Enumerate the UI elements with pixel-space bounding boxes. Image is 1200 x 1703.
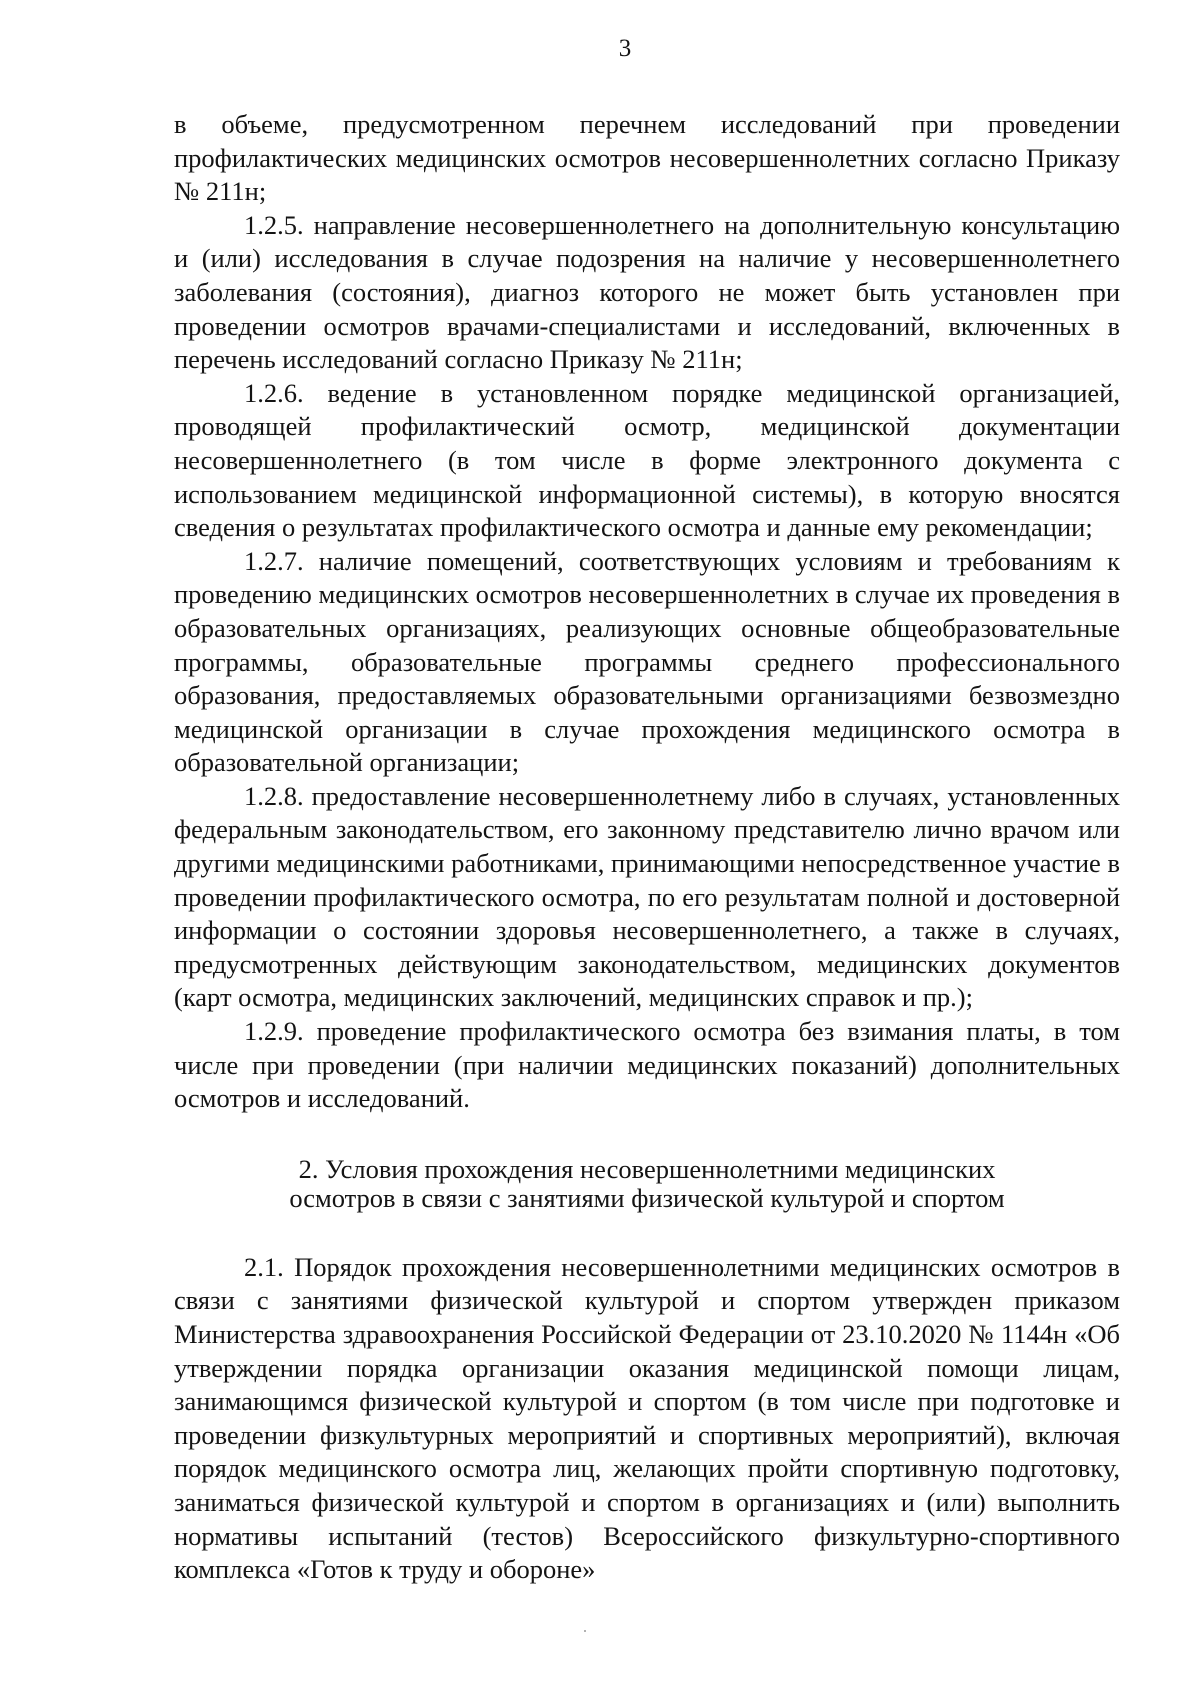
section-heading-line-2: осмотров в связи с занятиями физической культурой и спортом (289, 1182, 1005, 1213)
paragraph-1-2-5: 1.2.5. направление несовершеннолетнего на дополнительную консультацию и (или) исследования в случае подозрения на наличие у несовершеннолетнего заболевания (состояния), диагноз которого не может быть установлен при проведении осмотров врачами-специалистами и исследований, включенных в перечень исследований согласно Приказу № 211н; (174, 209, 1120, 375)
paragraph-1-2-8: 1.2.8. предоставление несовершеннолетнему либо в случаях, установленных федеральным законодательством, его законному представителю лично врачом или другими медицинскими работниками, принимающими непосредственное участие в проведении профилактического осмотра, по его результатам полной и достоверной информации о состоянии здоровья несовершеннолетнего, а также в случаях, предусмотренных действующим законодательством, медицинских документов (карт осмотра, медицинских заключений, медицинских справок и пр.); (174, 780, 1120, 1013)
paragraph-2-1: 2.1. Порядок прохождения несовершеннолетними медицинских осмотров в связи с занятиями физической культурой и спортом утвержден приказом Министерства здравоохранения Российской Федерации от 23.10.2020 № 1144н «Об утверждении порядка организации оказания медицинской помощи лицам, занимающимся физической культурой и спортом (в том числе при подготовке и проведении физкультурных мероприятий и спортивных мероприятий), включая порядок медицинского осмотра лиц, желающих пройти спортивную подготовку, заниматься физической культурой и спортом в организациях и (или) выполнить нормативы испытаний (тестов) Всероссийского физкультурно-спортивного комплекса «Готов к труду и обороне» (174, 1251, 1120, 1585)
document-body (174, 108, 1120, 1587)
page-number: 3 (618, 35, 632, 62)
paragraph-continuation: в объеме, предусмотренном перечнем исследований при проведении профилактических медицинских осмотров несовершеннолетних согласно Приказу № 211н; (174, 109, 1120, 207)
section-heading-line-1: 2. Условия прохождения несовершеннолетними медицинских (298, 1153, 996, 1184)
scan-speck (584, 1630, 586, 1632)
paragraph-1-2-9: 1.2.9. проведение профилактического осмотра без взимания платы, в том числе при проведении (при наличии медицинских показаний) дополнительных осмотров и исследований. (174, 1016, 1120, 1114)
paragraph-1-2-6: 1.2.6. ведение в установленном порядке медицинской организацией, проводящей профилактический осмотр, медицинской документации несовершеннолетнего (в том числе в форме электронного документа с использованием медицинской информационной системы), в которую вносятся сведения о результатах профилактического осмотра и данные ему рекомендации; (174, 377, 1120, 543)
section-heading (174, 1116, 1120, 1251)
paragraph-1-2-7: 1.2.7. наличие помещений, соответствующих условиям и требованиям к проведению медицинских осмотров несовершеннолетних в случае их проведения в образовательных организациях, реализующих основные общеобразовательные программы, образовательные программы среднего профессионального образования, предоставляемых образовательными организациями безвозмездно медицинской организации в случае прохождения медицинского осмотра в образовательной организации; (174, 545, 1120, 778)
